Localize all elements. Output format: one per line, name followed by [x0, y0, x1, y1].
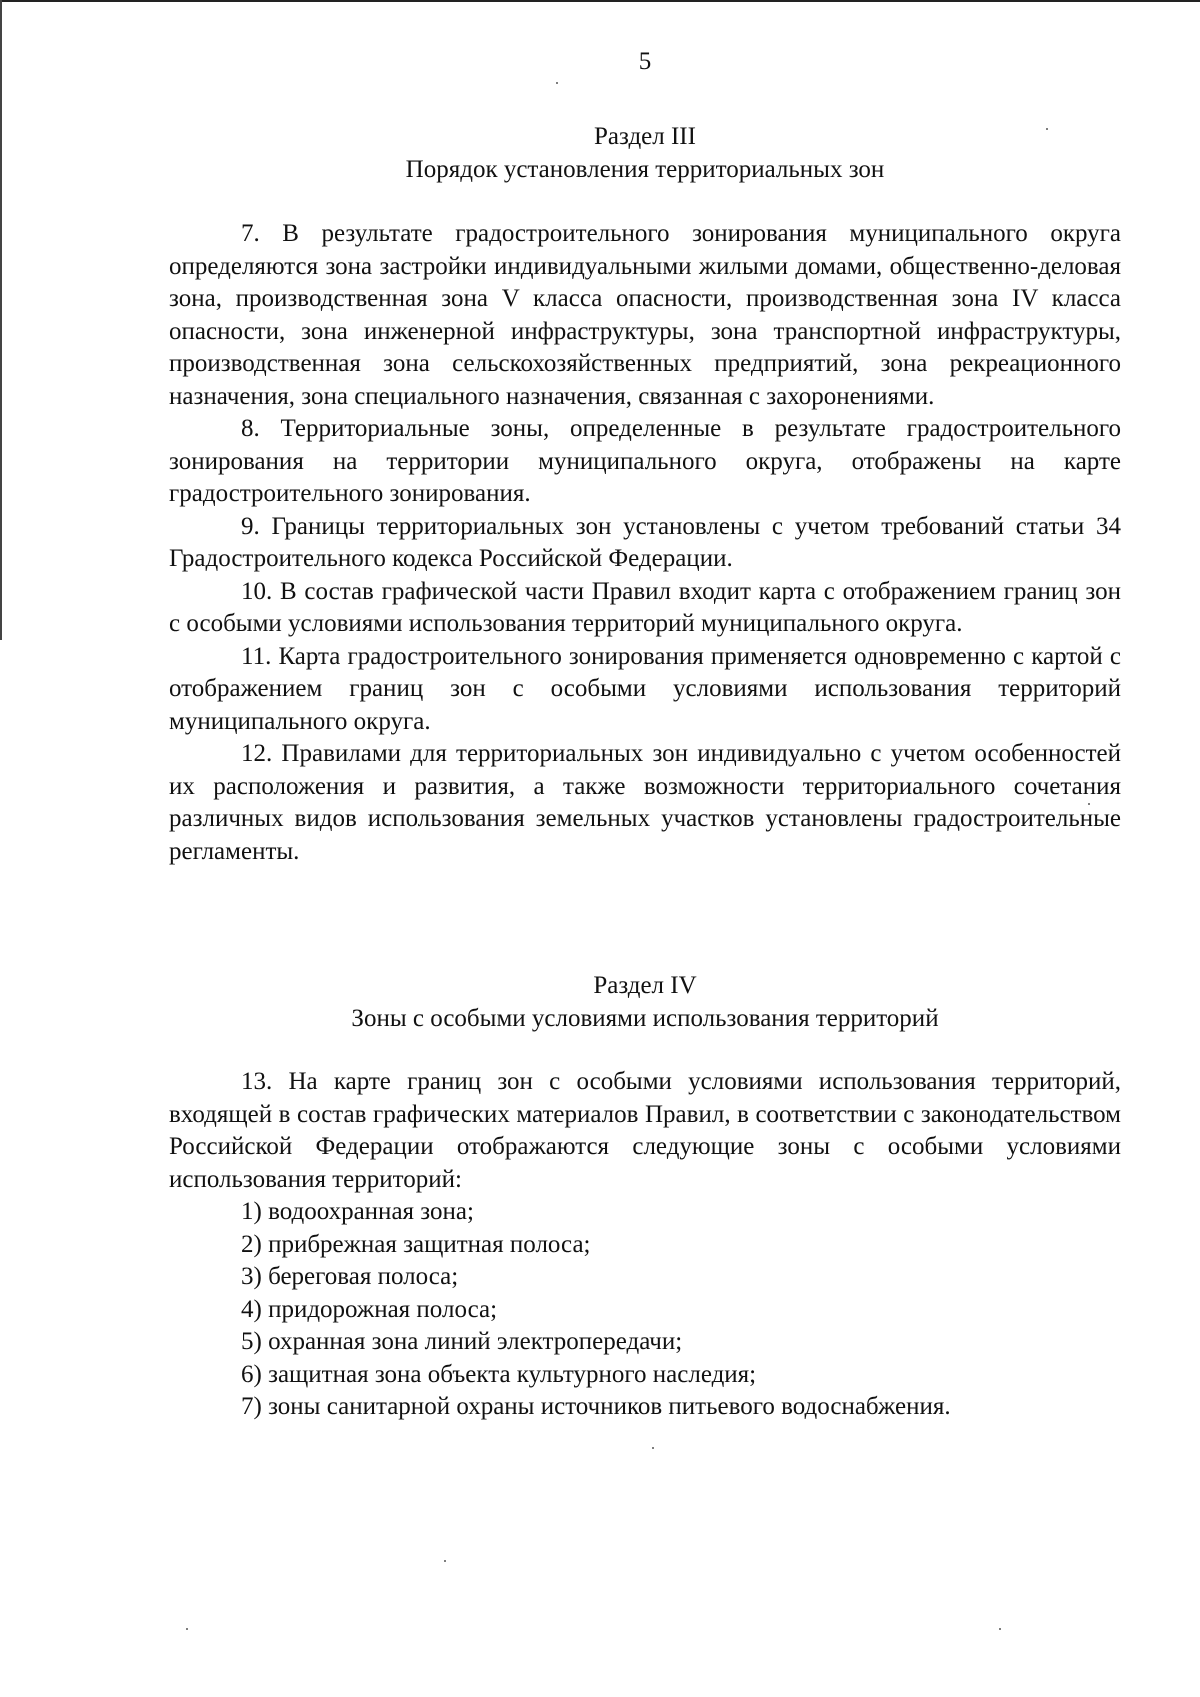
list-item-6: 6) защитная зона объекта культурного наследия;: [241, 1360, 757, 1388]
list-item-5: 5) охранная зона линий электропередачи;: [241, 1328, 683, 1355]
paragraph-10: 10. В состав графической части Правил входит карта с отображением границ зон с особыми условиями использования территорий муниципального округа.: [169, 577, 1121, 637]
section-4-subtitle: Зоны с особыми условиями использования территорий: [351, 1005, 939, 1032]
scan-speck: [652, 1447, 654, 1449]
scan-edge-top: [0, 0, 1200, 2]
list-item-7: 7) зоны санитарной охраны источников питьевого водоснабжения.: [241, 1393, 951, 1420]
section-4-heading: [0, 969, 1200, 1035]
list-item-3: 3) береговая полоса;: [241, 1263, 459, 1290]
list-item-1: 1) водоохранная зона;: [241, 1198, 474, 1225]
scan-speck: [1088, 803, 1090, 805]
paragraph-8: 8. Территориальные зоны, определенные в результате градостроительного зонирования на территории муниципального округа, отображены на карте градостроительного зонирования.: [169, 415, 1121, 507]
scan-speck: [556, 82, 558, 84]
section-3-body: [169, 218, 1121, 868]
page-number: 5: [638, 48, 652, 75]
scan-edge-left: [0, 0, 2, 640]
list-item-4: 4) придорожная полоса;: [241, 1295, 498, 1323]
paragraph-9: 9. Границы территориальных зон установлены с учетом требований статьи 34 Градостроительного кодекса Российской Федерации.: [169, 512, 1121, 572]
paragraph-11: 11. Карта градостроительного зонирования применяется одновременно с картой с отображением границ зон с особыми условиями использования территорий муниципального округа.: [169, 642, 1121, 735]
paragraph-12: 12. Правилами для территориальных зон индивидуально с учетом особенностей их расположения и развития, а также возможности территориального сочетания различных видов использования земельных участков установлены градостроительные регламенты.: [169, 740, 1121, 865]
section-4-title: Раздел IV: [593, 972, 697, 999]
scan-speck: [444, 1560, 446, 1562]
section-3-title: Раздел III: [594, 123, 696, 150]
section-3-heading: [0, 120, 1200, 186]
paragraph-7: 7. В результате градостроительного зонирования муниципального округа определяются зона застройки индивидуальными жилыми домами, общественно-деловая зона, производственная зона V класса опасности, производственная зона IV класса опасности, зона инженерной инфраструктуры, зона транспортной инфраструктуры, производственная зона сельскохозяйственных предприятий, зона рекреационного назначения, зона специального назначения, связанная с захоронениями.: [169, 220, 1121, 410]
scan-speck: [186, 1628, 188, 1630]
paragraph-13: 13. На карте границ зон с особыми условиями использования территорий, входящей в состав графических материалов Правил, в соответствии с законодательством Российской Федерации отображаются следующие зоны с особыми условиями использования территорий:: [169, 1068, 1121, 1193]
scan-speck: [1046, 128, 1048, 130]
section-4-body: [169, 1066, 1121, 1424]
section-3-subtitle: Порядок установления территориальных зон: [405, 156, 885, 183]
scan-speck: [999, 1628, 1001, 1630]
list-item-2: 2) прибрежная защитная полоса;: [241, 1230, 591, 1258]
